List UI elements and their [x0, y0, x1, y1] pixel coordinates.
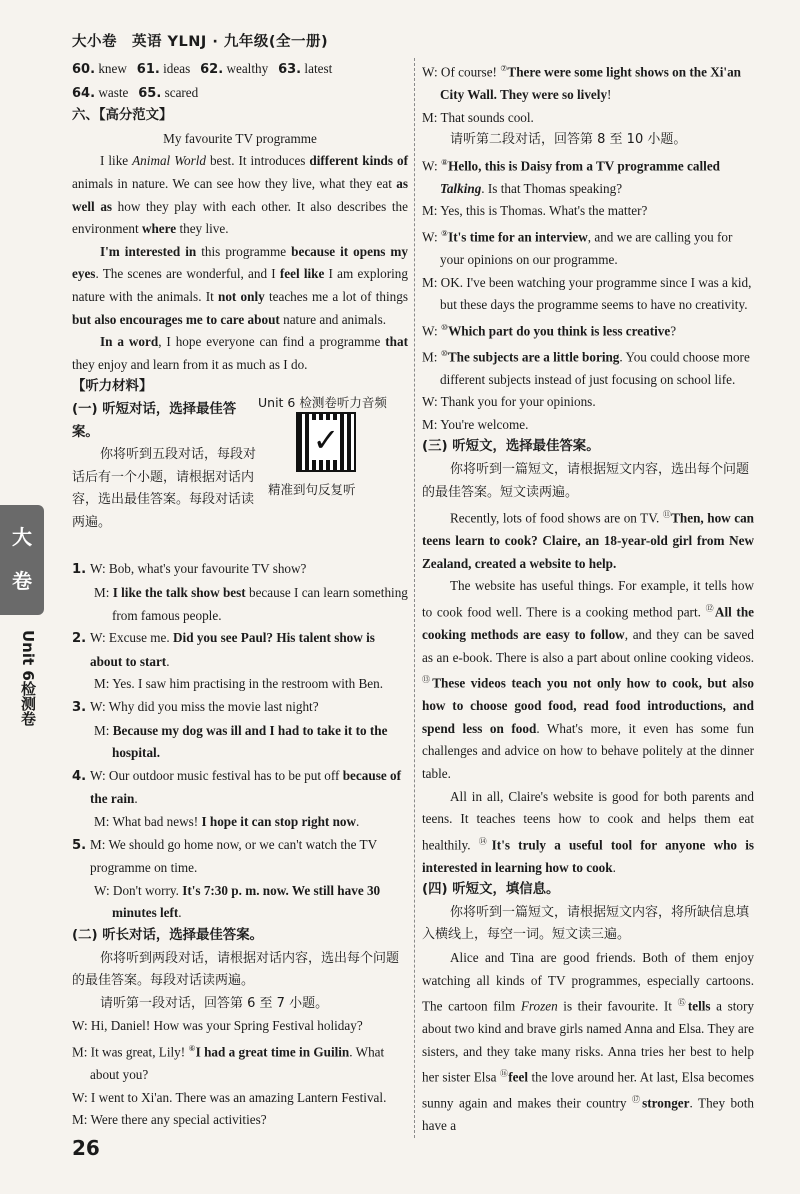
- section-3-instructions: 你将听到一篇短文，请根据短文内容，选出每个问题的最佳答案。短文读两遍。: [422, 462, 750, 500]
- dialogue-2-line-3: W: ⑨It's time for an interview, and we are calling you for your opinions on our programme.: [422, 228, 733, 267]
- essay-paragraph-2: I'm interested in this programme because it opens my eyes. The scenes are wonderful, and I feel like I am exploring nature with the animals. It not only teaches me a lot of things but also encourages me to care about nature and animals.: [72, 243, 409, 327]
- dialogue-1-line-1: W: Hi, Daniel! How was your Spring Festival holiday?: [72, 1018, 363, 1034]
- dialogue-2-line-7: W: Thank you for your opinions.: [422, 394, 596, 410]
- dialogue-1-line-4: M: Were there any special activities?: [72, 1112, 267, 1128]
- section-4-instructions: 你将听到一篇短文，请根据短文内容，将所缺信息填入横线上，每空一词。短文读三遍。: [422, 904, 750, 943]
- essay-paragraph-1: I like Animal World best. It introduces different kinds of animals in nature. We can see how they live, what they eat as well as how they play with each other. It also describes the environment where they live.: [72, 153, 408, 237]
- section-2-part-2: 请听第二段对话，回答第 8 至 10 小题。: [450, 132, 687, 148]
- page-header: 大小卷 英语 YLNJ · 九年级(全一册): [72, 34, 329, 50]
- dialogue-2-line-6: M: ⑩The subjects are a little boring. You could choose more different subjects instead of just focusing on school life.: [422, 348, 750, 387]
- question-2-answer: M: Yes. I saw him practising in the restroom with Ben.: [94, 676, 384, 692]
- column-divider: [414, 58, 415, 1138]
- essay-paragraph-3: In a word, I hope everyone can find a programme that they enjoy and learn from it as much as I do.: [72, 334, 408, 372]
- section-2-instructions: 你将听到两段对话，请根据对话内容，选出每个问题的最佳答案。每段对话读两遍。: [72, 950, 400, 989]
- section-3-paragraph-2: The website has useful things. For example, it tells how to cook food well. There is a cooking method part. ⑫All the cooking methods are easy to follow, and they can be saved as an e-book. There is also a part about online cooking videos. ⑬These videos teach you not only how to cook, but also how to choose good food, read food introductions, and spend less on food. What's more, it even has some fun challenges and advice on how to behave politely at the dinner table.: [422, 578, 755, 781]
- question-4: 4. W: Our outdoor music festival has to be put off because of the rain.: [72, 767, 401, 807]
- listening-heading: 【听力材料】: [72, 379, 153, 395]
- side-tab: [0, 505, 44, 615]
- section-1-title: (一) 听短对话，选择最佳答案。: [72, 401, 237, 440]
- dialogue-2-line-4: M: OK. I've been watching your programme since I was a kid, but these days the programme seems to have no creativity.: [422, 274, 752, 313]
- essay-title: My favourite TV programme: [163, 130, 317, 146]
- dialogue-1-line-2: M: It was great, Lily! ⑥I had a great time in Guilin. What about you?: [72, 1043, 385, 1082]
- dialogue-1-line-5: W: Of course! ⑦There were some light shows on the Xi'an City Wall. They were so lively!: [422, 64, 742, 102]
- essay-section-heading: 六、【高分范文】: [72, 108, 173, 124]
- answer-row-1: 60. knew 61. ideas 62. wealthy 63. latest: [72, 61, 333, 77]
- question-3-answer: M: Because my dog was ill and I had to take it to the hospital.: [94, 722, 388, 761]
- page-number: 26: [72, 1136, 100, 1160]
- section-2-part-1: 请听第一段对话，回答第 6 至 7 小题。: [100, 995, 329, 1011]
- question-3: 3. W: Why did you miss the movie last night?: [72, 699, 319, 716]
- question-2: 2. W: Excuse me. Did you see Paul? His talent show is about to start.: [72, 630, 375, 669]
- right-column: [422, 58, 754, 1138]
- dialogue-1-line-6: M: That sounds cool.: [422, 109, 534, 125]
- section-4-paragraph-1: Alice and Tina are good friends. Both of them enjoy watching all kinds of TV programmes, especially cartoons. The cartoon film Frozen is their favourite. It ⑮tells a story about two kind and brave girls named Anna and Elsa. They are sisters, and they take many risks. Anna tries her best to help her sister Elsa ⑯feel the love around her. At last, Elsa becomes sunny again and makes their country ⑰stronger. They both have a: [422, 950, 755, 1134]
- dialogue-2-line-5: W: ⑩Which part do you think is less creative?: [422, 322, 677, 339]
- section-2-title: (二) 听长对话，选择最佳答案。: [72, 927, 263, 943]
- question-1-answer: M: I like the talk show best because I can learn something from famous people.: [94, 585, 408, 623]
- qr-code[interactable]: [296, 412, 356, 472]
- dialogue-2-line-8: M: You're welcome.: [422, 416, 529, 432]
- question-5: 5. M: We should go home now, or we can't watch the TV programme on time.: [72, 836, 377, 876]
- qr-title: Unit 6 检测卷听力音频: [258, 395, 387, 410]
- answer-row-2: 64. waste 65. scared: [72, 84, 199, 101]
- section-4-title: (四) 听短文，填信息。: [422, 882, 560, 898]
- section-1-instructions: 你将听到五段对话，每段对话后有一个小题，请根据对话内容，选出最佳答案。每段对话读两遍。: [72, 447, 257, 530]
- qr-note: 精准到句反复听: [268, 482, 356, 497]
- question-5-answer: W: Don't worry. It's 7:30 p. m. now. We still have 30 minutes left.: [94, 882, 381, 921]
- dialogue-2-line-1: W: ⑧Hello, this is Daisy from a TV programme called Talking. Is that Thomas speaking?: [422, 157, 721, 196]
- side-tab-label: 大卷: [12, 525, 32, 593]
- section-3-paragraph-1: Recently, lots of food shows are on TV. ⑪Then, how can teens learn to cook? Claire, an 18-year-old girl from New Zealand, created a website to help.: [422, 510, 754, 571]
- question-4-answer: M: What bad news! I hope it can stop right now.: [94, 814, 360, 829]
- dialogue-1-line-3: W: I went to Xi'an. There was an amazing Lantern Festival.: [72, 1089, 387, 1105]
- section-3-title: (三) 听短文，选择最佳答案。: [422, 439, 600, 455]
- dialogue-2-line-2: M: Yes, this is Thomas. What's the matter?: [422, 203, 648, 219]
- side-unit-label: Unit 6检测卷: [19, 630, 37, 726]
- left-column: [72, 58, 408, 1132]
- section-3-paragraph-3: All in all, Claire's website is good for both parents and teens. It teaches teens how to cook and helps them eat healthily. ⑭It's truly a useful tool for anyone who is interested in learning how to cook.: [422, 788, 754, 875]
- question-1: 1. W: Bob, what's your favourite TV show?: [72, 561, 307, 578]
